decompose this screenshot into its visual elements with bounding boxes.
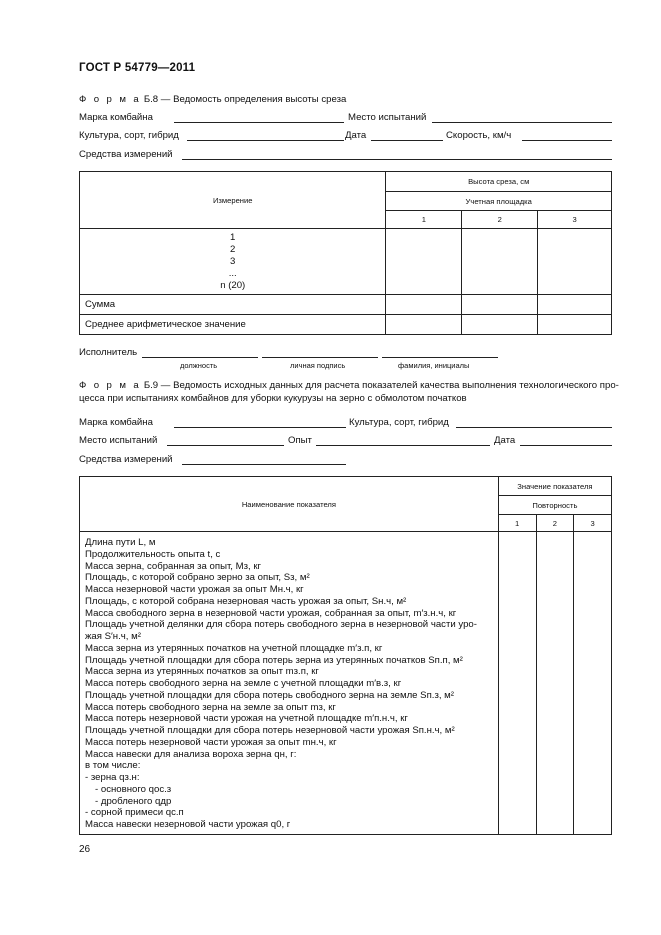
indicator-row: - сорной примеси qс.п (85, 807, 184, 819)
indicator-row: Масса зерна из утерянных початков на учетной площадке m′з.п, кг (85, 642, 383, 654)
indicator-row: Масса зерна из утерянных початков за опыт mз.п, кг (85, 666, 319, 678)
field-label-measuring-tools: Средства измерений (79, 149, 173, 160)
executor-label: Исполнитель (79, 347, 138, 358)
measurement-row: 1 (230, 231, 236, 243)
header-indicator-value: Значение показателя (498, 477, 611, 496)
field-line-experiment[interactable] (316, 445, 490, 446)
measurement-row: 2 (230, 243, 236, 255)
table-b9 (79, 476, 612, 835)
indicator-row: Длина пути L, м (85, 537, 156, 548)
header-plot: Учетная площадка (386, 192, 612, 211)
indicator-row: Масса незерновой части урожая за опыт Mн.ч, кг (85, 584, 304, 595)
data-cell[interactable] (386, 295, 462, 315)
indicator-row: Площадь учетной площадки для сбора потерь свободного зерна на земле Sп.з, м² (85, 689, 454, 701)
repeat-number: 1 (498, 515, 536, 532)
data-cell[interactable] (386, 229, 462, 295)
indicator-row: Масса потерь свободного зерна на земле с учетной площадки m′в.з, кг (85, 678, 402, 689)
data-cell[interactable] (574, 532, 612, 835)
indicator-row: Площадь, с которой собрано зерно за опыт, Sз, м² (85, 572, 310, 584)
form-b9-title-line1: Б.9 — Ведомость исходных данных для расчета показателей качества выполнения технологического про- (143, 380, 619, 391)
measurement-row: n (20) (220, 279, 246, 291)
data-cell[interactable] (386, 315, 462, 335)
data-cell[interactable] (462, 229, 538, 295)
field-line-measuring-tools[interactable] (182, 464, 346, 465)
document-header: ГОСТ Р 54779—2011 (79, 62, 196, 74)
field-line-combine-brand[interactable] (174, 427, 346, 428)
signature-line[interactable] (262, 357, 378, 358)
field-label-test-place: Место испытаний (79, 435, 158, 446)
indicator-row: Продолжительность опыта t, с (85, 548, 221, 560)
field-line-date[interactable] (371, 140, 443, 141)
data-cell[interactable] (462, 295, 538, 315)
field-label-speed: Скорость, км/ч (446, 130, 512, 141)
data-cell[interactable] (538, 229, 612, 295)
data-cell[interactable] (538, 315, 612, 335)
indicator-row: - основного qос.з (95, 783, 172, 795)
field-label-crop: Культура, сорт, гибрид (79, 130, 179, 141)
indicator-row: Масса свободного зерна в незерновой части урожая, собранная за опыт, m′з.н.ч, кг (85, 607, 457, 619)
indicator-row: - дробленого qдр (95, 795, 172, 807)
field-line-test-place[interactable] (167, 445, 284, 446)
data-cell[interactable] (536, 532, 574, 835)
form-label: Ф о р м а (79, 380, 142, 391)
indicator-row: Масса потерь свободного зерна на земле за опыт mз, кг (85, 701, 336, 713)
form-label: Ф о р м а (79, 94, 142, 105)
field-line-date[interactable] (520, 445, 612, 446)
plot-number: 2 (462, 211, 538, 229)
position-line[interactable] (142, 357, 258, 358)
row-mean-label: Среднее арифметическое значение (80, 315, 386, 335)
field-label-crop: Культура, сорт, гибрид (349, 417, 449, 428)
field-line-crop[interactable] (456, 427, 612, 428)
measurement-list (80, 232, 385, 292)
indicator-row: Масса потерь незерновой части урожая на учетной площадке m′п.н.ч, кг (85, 713, 408, 725)
indicator-row: Масса навески для анализа вороха зерна qн, г: (85, 748, 297, 760)
form-b9-title (79, 380, 619, 391)
data-cell[interactable] (538, 295, 612, 315)
field-line-measuring-tools[interactable] (182, 159, 612, 160)
field-label-test-place: Место испытаний (348, 112, 427, 123)
plot-number: 1 (386, 211, 462, 229)
name-caption: фамилия, инициалы (398, 361, 470, 370)
repeat-number: 2 (536, 515, 574, 532)
indicator-row: Площадь, с которой собрана незерновая часть урожая за опыт, Sн.ч, м² (85, 595, 407, 607)
field-label-date: Дата (494, 435, 516, 446)
indicator-row: Площадь учетной делянки для сбора потерь свободного зерна в незерновой части уро- (85, 619, 477, 631)
data-cell[interactable] (498, 532, 536, 835)
field-label-experiment: Опыт (288, 435, 312, 446)
field-label-combine-brand: Марка комбайна (79, 417, 153, 428)
measurement-row: ... (228, 267, 237, 279)
field-line-test-place[interactable] (432, 122, 612, 123)
indicator-row: Масса навески незерновой части урожая q0, г (85, 819, 291, 830)
form-b8-title (79, 94, 346, 105)
data-cell[interactable] (462, 315, 538, 335)
field-line-crop[interactable] (187, 140, 344, 141)
indicator-list (85, 537, 494, 831)
field-label-measuring-tools: Средства измерений (79, 454, 173, 465)
name-line[interactable] (382, 357, 498, 358)
indicator-list-cell (80, 532, 499, 835)
field-label-date: Дата (345, 130, 367, 141)
field-line-combine-brand[interactable] (174, 122, 344, 123)
indicator-row: Площадь учетной площадки для сбора потерь незерновой части урожая Sп.н.ч, м² (85, 725, 455, 736)
header-measurement: Измерение (80, 172, 386, 229)
indicator-row: Площадь учетной площадки для сбора потерь зерна из утерянных початков Sп.п, м² (85, 654, 463, 666)
page-number: 26 (79, 844, 91, 855)
header-indicator-name: Наименование показателя (80, 477, 499, 532)
field-line-speed[interactable] (522, 140, 612, 141)
position-caption: должность (180, 361, 218, 370)
plot-number: 3 (538, 211, 612, 229)
indicator-row: Масса потерь незерновой части урожая за опыт mн.ч, кг (85, 736, 337, 748)
indicator-row: - зерна qз.н: (85, 772, 140, 783)
indicator-row: в том числе: (85, 760, 141, 772)
indicator-row: Масса зерна, собранная за опыт, Mз, кг (85, 560, 262, 572)
field-label-combine-brand: Марка комбайна (79, 112, 153, 123)
table-b8 (79, 171, 612, 335)
row-sum-label: Сумма (80, 295, 386, 315)
form-b8-title-text: Б.8 — Ведомость определения высоты среза (143, 94, 347, 105)
form-b9-title-line2: цесса при испытаниях комбайнов для уборки кукурузы на зерно с обмолотом початков (79, 393, 467, 404)
header-cut-height: Высота среза, см (386, 172, 612, 192)
signature-caption: личная подпись (290, 361, 346, 370)
header-repeat: Повторность (498, 496, 611, 515)
indicator-row: жая S′н.ч, м² (85, 631, 141, 642)
measurement-row: 3 (230, 255, 236, 267)
measurement-rows-cell (80, 229, 386, 295)
repeat-number: 3 (574, 515, 612, 532)
